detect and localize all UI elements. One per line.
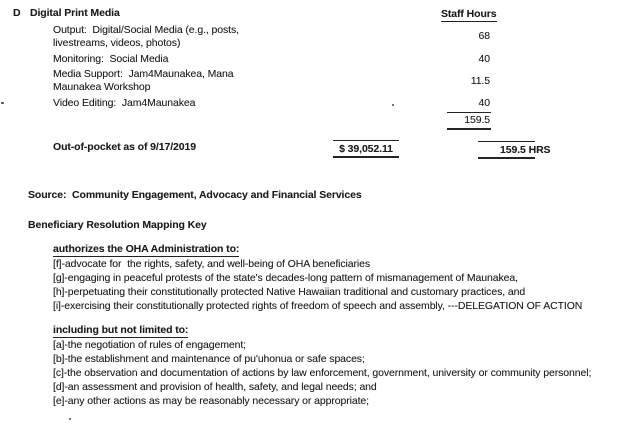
line-item-hours: 40 xyxy=(478,53,490,65)
authorizes-item-h: [h]-perpetuating their constitutionally protected Native Hawaiian traditional and customary practices, and xyxy=(53,286,526,298)
mapping-key-title: Beneficiary Resolution Mapping Key xyxy=(28,219,207,231)
out-of-pocket-label: Out-of-pocket as of 9/17/2019 xyxy=(53,141,196,153)
line-item-label-cont: livestreams, videos, photos) xyxy=(53,37,181,49)
including-item-b: [b]-the establishment and maintenance of pu'uhonua or safe spaces; xyxy=(53,353,365,365)
amount-rule-top xyxy=(333,140,399,141)
amount-rule-bottom xyxy=(333,156,399,158)
line-item-hours: 68 xyxy=(478,30,490,42)
line-item-label: Media Support: Jam4Maunakea, Mana xyxy=(53,68,234,80)
line-item-hours: 40 xyxy=(478,97,490,109)
scan-artifact-dot xyxy=(392,104,394,106)
hrs-rule-bottom xyxy=(478,157,535,159)
out-of-pocket-amount: $ 39,052.11 xyxy=(339,143,393,155)
including-item-c: [c]-the observation and documentation of actions by law enforcement, government, university or community personnel; xyxy=(53,367,592,379)
total-rule xyxy=(447,128,491,130)
section-letter: D xyxy=(13,7,21,19)
line-item-label: Video Editing: Jam4Maunakea xyxy=(53,97,196,109)
out-of-pocket-hours-total: 159.5 HRS xyxy=(500,144,551,156)
line-item-hours: 11.5 xyxy=(470,75,490,87)
including-heading: including but not limited to: xyxy=(53,324,189,336)
staff-hours-total: 159.5 xyxy=(464,114,490,126)
authorizes-item-f: [f]-advocate for the rights, safety, and well-being of OHA beneficiaries xyxy=(53,258,371,270)
source-line: Source: Community Engagement, Advocacy and Financial Services xyxy=(28,189,362,201)
section-title: Digital Print Media xyxy=(30,7,120,19)
authorizes-item-g: [g]-engaging in peaceful protests of the state's decades-long pattern of mismanagement of Maunakea, xyxy=(53,272,518,284)
authorizes-heading: authorizes the OHA Administration to: xyxy=(53,243,240,255)
line-item-label: Output: Digital/Social Media (e.g., posts, xyxy=(53,24,239,36)
including-item-d: [d]-an assessment and provision of health, safety, and legal needs; and xyxy=(53,381,377,393)
authorizes-item-i: [i]-exercising their constitutionally protected rights of freedom of speech and assembly, ---DELEGATION OF ACTION xyxy=(53,300,583,312)
line-item-label-cont: Maunakea Workshop xyxy=(53,81,151,93)
staff-hours-column-header: Staff Hours xyxy=(441,8,497,20)
line-item-label: Monitoring: Social Media xyxy=(53,53,169,65)
scan-artifact-dot xyxy=(69,418,71,420)
including-item-a: [a]-the negotiation of rules of engagement; xyxy=(53,339,247,351)
including-item-e: [e]-any other actions as may be reasonably necessary or appropriate; xyxy=(53,395,369,407)
scan-artifact-dot xyxy=(1,102,4,104)
hrs-rule-top xyxy=(478,141,535,142)
